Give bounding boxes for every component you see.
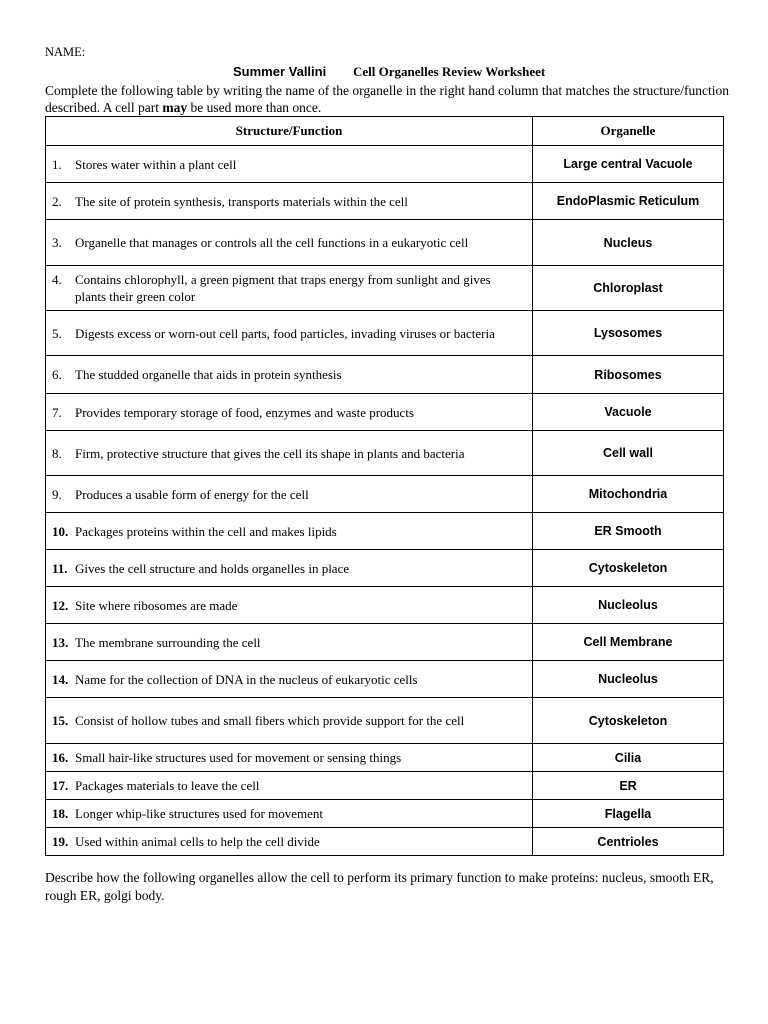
table-row [46, 431, 724, 476]
organelle-answer[interactable]: Large central Vacuole [533, 146, 724, 183]
organelle-answer[interactable]: ER Smooth [533, 513, 724, 550]
item-number: 1. [52, 156, 62, 172]
item-description: Used within animal cells to help the cell divide [75, 834, 320, 849]
item-number: 7. [52, 404, 62, 420]
table-row [46, 587, 724, 624]
item-description: Gives the cell structure and holds organelles in place [75, 560, 350, 576]
item-description: Longer whip-like structures used for movement [75, 806, 324, 821]
item-number: 4. [52, 272, 62, 287]
structure-function-cell [46, 394, 533, 431]
structure-function-cell [46, 550, 533, 587]
table-header-row [46, 117, 724, 146]
instructions-emphasis: may [162, 100, 188, 115]
structure-function-cell [46, 183, 533, 220]
organelle-answer[interactable]: Centrioles [533, 828, 724, 856]
table-row [46, 828, 724, 856]
organelle-answer[interactable]: Ribosomes [533, 356, 724, 394]
item-description: Organelle that manages or controls all the cell functions in a eukaryotic cell [75, 235, 469, 250]
item-number: 10. [52, 523, 69, 539]
name-label: NAME: [45, 45, 86, 59]
table-row [46, 624, 724, 661]
organelle-answer[interactable]: Cell Membrane [533, 624, 724, 661]
item-number: 13. [52, 634, 69, 650]
table-row [46, 476, 724, 513]
item-description: Provides temporary storage of food, enzymes and waste products [75, 404, 414, 420]
organelle-answer[interactable]: Nucleolus [533, 661, 724, 698]
structure-function-cell [46, 431, 533, 476]
item-description: Firm, protective structure that gives the cell its shape in plants and bacteria [75, 445, 465, 461]
item-description: Stores water within a plant cell [75, 156, 237, 172]
item-description: Small hair-like structures used for movement or sensing things [75, 750, 402, 765]
item-number: 19. [52, 834, 69, 849]
organelle-answer[interactable]: Nucleolus [533, 587, 724, 624]
structure-function-cell [46, 513, 533, 550]
table-row [46, 513, 724, 550]
table-row [46, 394, 724, 431]
item-number: 2. [52, 193, 62, 209]
item-number: 16. [52, 750, 69, 765]
structure-function-cell [46, 661, 533, 698]
item-number: 3. [52, 235, 62, 250]
item-number: 15. [52, 713, 69, 728]
item-description: The membrane surrounding the cell [75, 634, 261, 650]
organelle-answer[interactable]: Flagella [533, 800, 724, 828]
structure-function-cell [46, 744, 533, 772]
organelle-answer[interactable]: Lysosomes [533, 311, 724, 356]
table-row [46, 311, 724, 356]
item-description: Name for the collection of DNA in the nucleus of eukaryotic cells [75, 671, 418, 687]
item-description: The site of protein synthesis, transports materials within the cell [75, 193, 408, 209]
structure-function-cell [46, 220, 533, 266]
item-number: 14. [52, 671, 69, 687]
item-number: 9. [52, 486, 62, 502]
structure-function-cell [46, 772, 533, 800]
table-row [46, 661, 724, 698]
structure-function-cell [46, 311, 533, 356]
instructions-text: Complete the following table by writing the name of the organelle in the right hand column that matches the structure/function described. A cell part [45, 83, 729, 115]
table-row [46, 146, 724, 183]
table-row [46, 183, 724, 220]
student-name: Summer Vallini [233, 64, 327, 79]
organelle-answer[interactable]: Cilia [533, 744, 724, 772]
table-row [46, 800, 724, 828]
item-description: Consist of hollow tubes and small fibers which provide support for the cell [75, 713, 465, 728]
table-row [46, 220, 724, 266]
organelle-answer[interactable]: EndoPlasmic Reticulum [533, 183, 724, 220]
item-number: 12. [52, 597, 69, 613]
column-header-structure: Structure/Function [46, 117, 533, 146]
item-number: 8. [52, 445, 62, 461]
structure-function-cell [46, 828, 533, 856]
item-number: 6. [52, 367, 62, 382]
instructions-text-end: be used more than once. [187, 100, 322, 115]
item-description: Packages proteins within the cell and makes lipids [75, 523, 337, 539]
table-row [46, 356, 724, 394]
organelle-table [45, 116, 724, 856]
item-description: The studded organelle that aids in protein synthesis [75, 367, 342, 382]
organelle-answer[interactable]: ER [533, 772, 724, 800]
item-number: 17. [52, 778, 69, 793]
organelle-answer[interactable]: Mitochondria [533, 476, 724, 513]
item-description: Produces a usable form of energy for the cell [75, 486, 309, 502]
table-row [46, 772, 724, 800]
organelle-answer[interactable]: Chloroplast [533, 266, 724, 311]
item-number: 11. [52, 560, 68, 576]
organelle-answer[interactable]: Vacuole [533, 394, 724, 431]
footer-question: Describe how the following organelles allow the cell to perform its primary function to make proteins: nucleus, smooth ER, rough ER, golgi body. [45, 870, 714, 903]
item-description: Contains chlorophyll, a green pigment that traps energy from sunlight and gives plants their green color [75, 272, 491, 304]
structure-function-cell [46, 266, 533, 311]
organelle-answer[interactable]: Cytoskeleton [533, 550, 724, 587]
structure-function-cell [46, 146, 533, 183]
structure-function-cell [46, 698, 533, 744]
table-row [46, 698, 724, 744]
table-row [46, 550, 724, 587]
structure-function-cell [46, 800, 533, 828]
item-description: Packages materials to leave the cell [75, 778, 260, 793]
structure-function-cell [46, 587, 533, 624]
item-number: 18. [52, 806, 69, 821]
structure-function-cell [46, 356, 533, 394]
instructions [45, 82, 735, 116]
item-description: Site where ribosomes are made [75, 597, 238, 613]
worksheet-title: Cell Organelles Review Worksheet [353, 64, 546, 79]
item-number: 5. [52, 325, 62, 341]
organelle-answer[interactable]: Nucleus [533, 220, 724, 266]
organelle-answer[interactable]: Cytoskeleton [533, 698, 724, 744]
organelle-answer[interactable]: Cell wall [533, 431, 724, 476]
column-header-organelle: Organelle [533, 117, 724, 146]
table-row [46, 266, 724, 311]
structure-function-cell [46, 476, 533, 513]
item-description: Digests excess or worn-out cell parts, food particles, invading viruses or bacteria [75, 325, 495, 341]
table-row [46, 744, 724, 772]
structure-function-cell [46, 624, 533, 661]
